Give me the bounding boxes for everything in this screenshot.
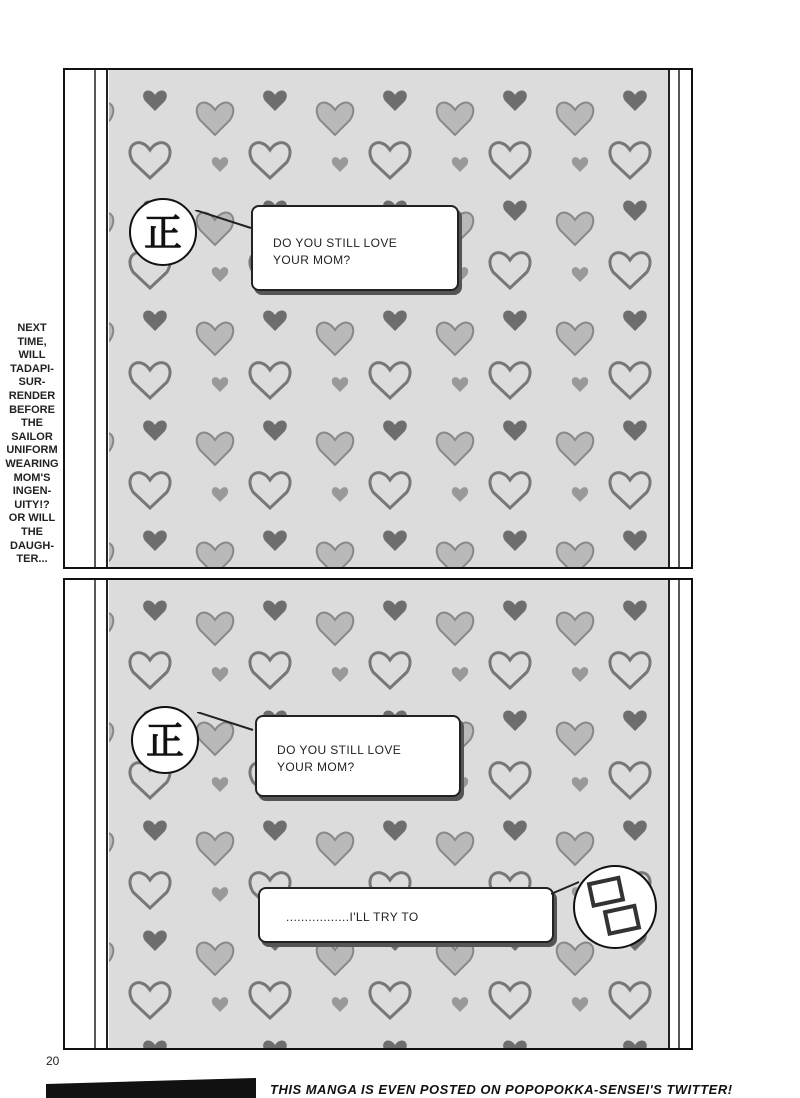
- svg-text:つ: つ: [614, 915, 616, 916]
- bubble-tail-bottom: [197, 712, 257, 732]
- svg-text:正: 正: [143, 211, 183, 255]
- bubble-tail-top: [195, 210, 255, 230]
- manga-panel-bottom: [63, 578, 693, 1050]
- reply-speaker-avatar: [573, 865, 657, 949]
- narration-text: NEXT TIME, WILL TADAPI- SUR- RENDER BEFORE THE SAILOR UNIFORM WEARING MOM'S INGEN- UITY!? OR WILL THE DAUGH- TER...: [5, 322, 59, 566]
- sei-kanji-icon: [131, 200, 195, 264]
- heart-pattern-background: [65, 70, 691, 567]
- footer-credit-text: THIS MANGA IS EVEN POSTED ON POPOPOKKA-SENSEI'S TWITTER!: [270, 1082, 733, 1097]
- speaker-avatar-top: [129, 198, 197, 266]
- reply-bubble: [258, 887, 554, 943]
- speaker-avatar-bottom: [131, 706, 199, 774]
- speech-bubble-top: [251, 205, 459, 291]
- heart-pattern-background: [65, 580, 691, 1048]
- speech-bubble-bottom: [255, 715, 461, 797]
- svg-text:正: 正: [145, 719, 185, 763]
- footer-accent-bar: [46, 1078, 256, 1098]
- sei-kanji-icon: [133, 708, 197, 772]
- tsu-kanji-icon: [575, 867, 655, 947]
- reply-bubble-text: .................I'LL TRY TO: [286, 910, 419, 924]
- speech-bubble-text: DO YOU STILL LOVE YOUR MOM?: [273, 236, 398, 267]
- page-number: 20: [46, 1054, 60, 1068]
- speech-bubble-text: DO YOU STILL LOVE YOUR MOM?: [277, 743, 402, 774]
- manga-panel-top: [63, 68, 693, 569]
